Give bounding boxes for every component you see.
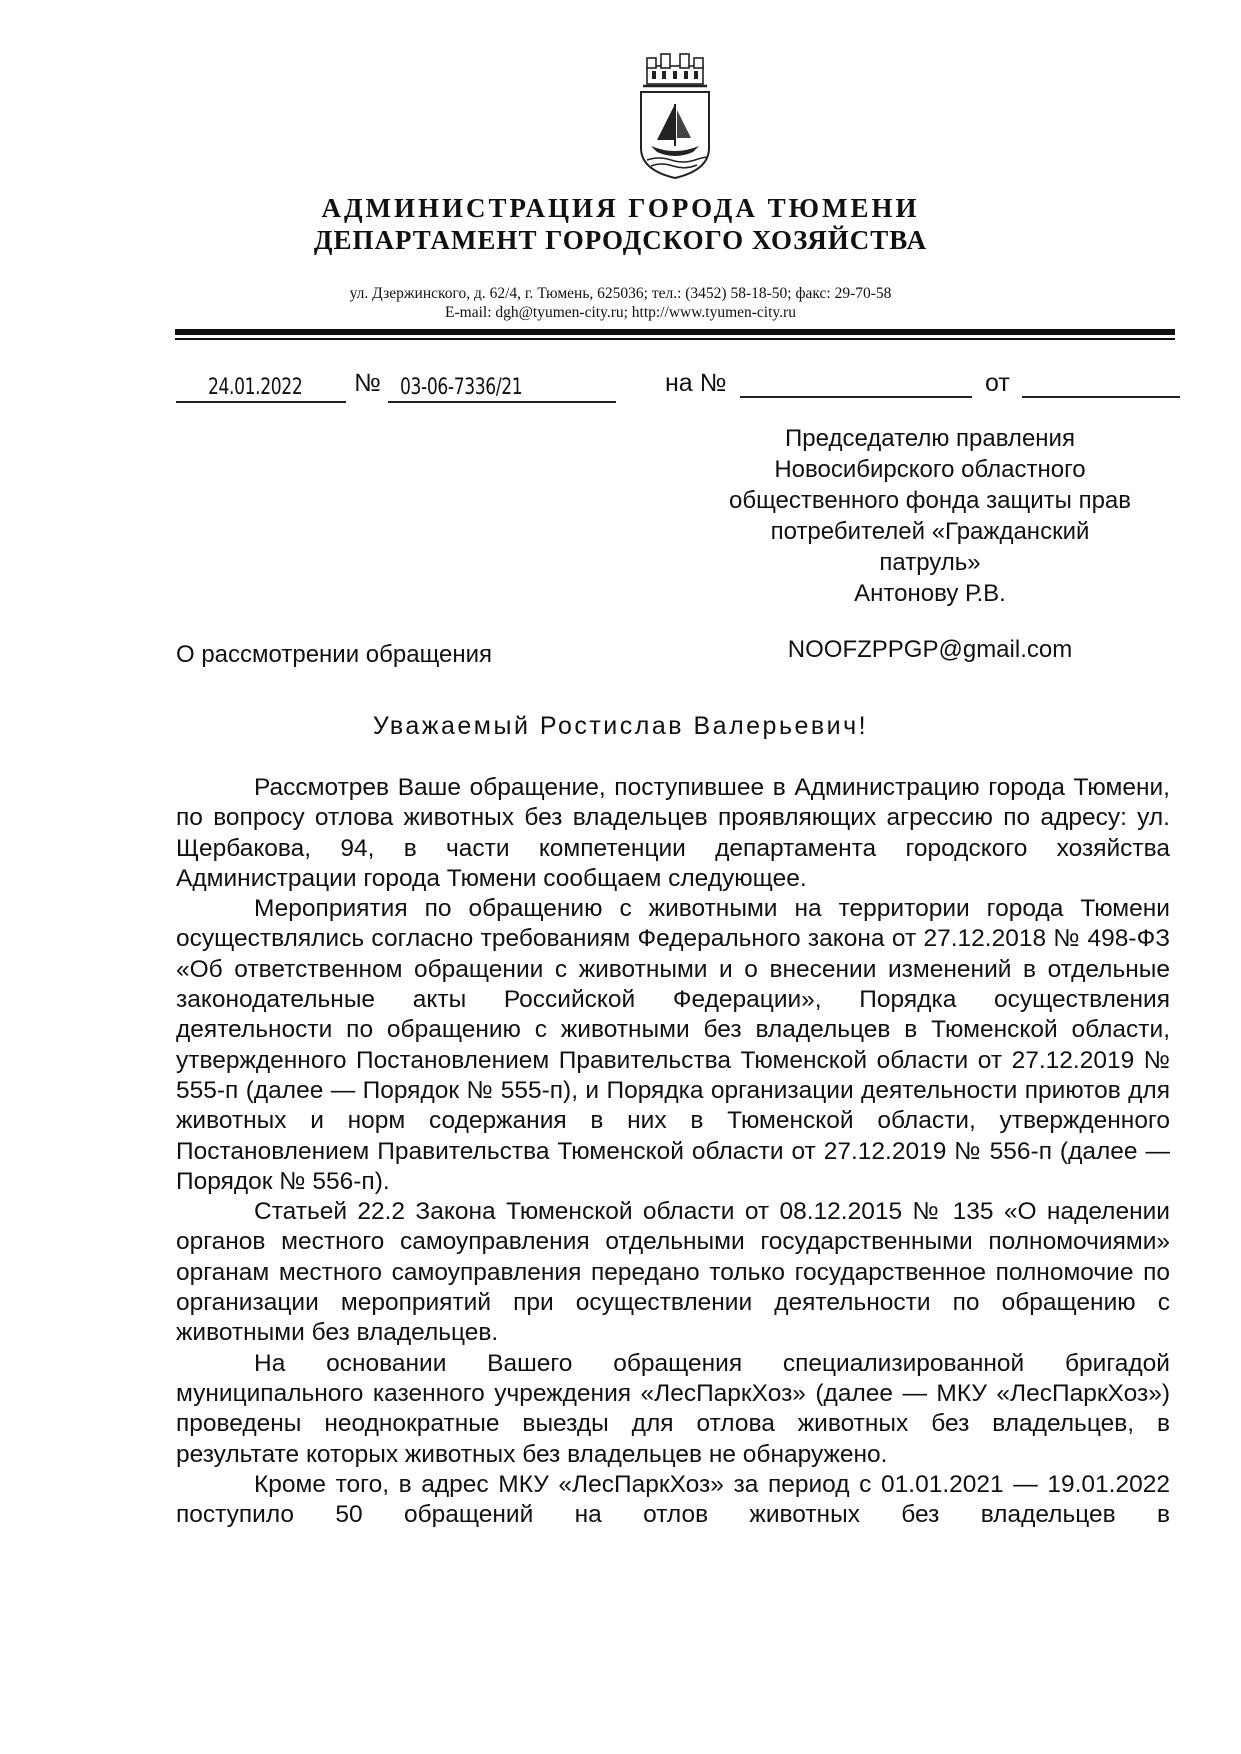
recipient-line: Председателю правления — [785, 425, 1075, 452]
department-name: ДЕПАРТАМЕНТ ГОРОДСКОГО ХОЗЯЙСТВА — [313, 225, 928, 255]
recipient-email: NOOFZPPGP@gmail.com — [787, 636, 1073, 663]
letterhead-thin-rule — [175, 338, 1175, 340]
recipient-name: Антонову Р.В. — [854, 580, 1006, 607]
date-underline — [176, 401, 346, 403]
letter-subject: О рассмотрении обращения — [176, 641, 493, 668]
reply-to-label: на № — [665, 369, 727, 397]
recipient-line: Новосибирского областного — [774, 456, 1086, 483]
body-paragraph: На основании Вашего обращения специализированной бригадой муниципального казенного учреждения «ЛесПаркХоз» (далее — МКУ «ЛесПаркХоз») проведены неоднократные выезды для отлова животных без владельцев, в результате которых животных без владельцев не обнаружено. — [176, 1349, 1170, 1468]
number-underline — [388, 401, 616, 403]
body-paragraph: Статьей 22.2 Закона Тюменской области от 08.12.2015 № 135 «О наделении органов местного самоуправления отдельными государственными полномочиями» органам местного самоуправления передано только государственное полномочие по организации мероприятий при осуществлении деятельности по обращению с животными без владельцев. — [176, 1198, 1170, 1347]
reply-number-underline — [740, 396, 972, 398]
recipient-line: патруль» — [879, 549, 981, 576]
registration-number: 03-06-7336/21 — [400, 375, 523, 400]
salutation: Уважаемый Ростислав Валерьевич! — [372, 712, 869, 740]
letterhead-thick-rule — [175, 329, 1175, 335]
body-paragraph: Мероприятия по обращению с животными на территории города Тюмени осуществлялись согласно требованиям Федерального закона от 27.12.2018 № 498-ФЗ «Об ответственном обращении с животными и о внесении изменений в отдельные законодательные акты Российской Федерации», Порядка осуществления деятельности по обращению с животными без владельцев в Тюменской области, утвержденного Постановлением Правительства Тюменской области от 27.12.2019 № 555-п (далее — Порядок № 555-п), и Порядка организации деятельности приютов для животных и норм содержания в них в Тюменской области, утвержденного Постановлением Правительства Тюменской области от 27.12.2019 № 556-п (далее — Порядок № 556-п). — [176, 895, 1170, 1195]
recipient-line: потребителей «Гражданский — [770, 518, 1090, 545]
city-coat-of-arms-icon — [635, 52, 715, 182]
from-label: от — [985, 369, 1010, 397]
from-date-underline — [1022, 396, 1180, 398]
body-paragraph: Кроме того, в адрес МКУ «ЛесПаркХоз» за период с 01.01.2021 — 19.01.2022 поступило 50 обращений на отлов животных без владельцев в — [176, 1470, 1170, 1529]
organization-name: АДМИНИСТРАЦИЯ ГОРОДА ТЮМЕНИ — [321, 193, 920, 223]
registration-number-label: № — [354, 369, 381, 397]
body-paragraph: Рассмотрев Ваше обращение, поступившее в Администрацию города Тюмени, по вопросу отлова животных без владельцев проявляющих агрессию по адресу: ул. Щербакова, 94, в части компетенции департамента городского хозяйства Администрации города Тюмени сообщаем следующее. — [176, 774, 1170, 892]
registration-date: 24.01.2022 — [208, 375, 303, 400]
letterhead-address: ул. Дзержинского, д. 62/4, г. Тюмень, 625036; тел.: (3452) 58-18-50; факс: 29-70-58 — [349, 285, 892, 302]
recipient-line: общественного фонда защиты прав — [728, 487, 1132, 514]
letter-body — [176, 773, 1170, 1530]
letterhead-contacts: E-mail: dgh@tyumen-city.ru; http://www.tyumen-city.ru — [445, 304, 796, 321]
recipient-block — [700, 423, 1160, 609]
